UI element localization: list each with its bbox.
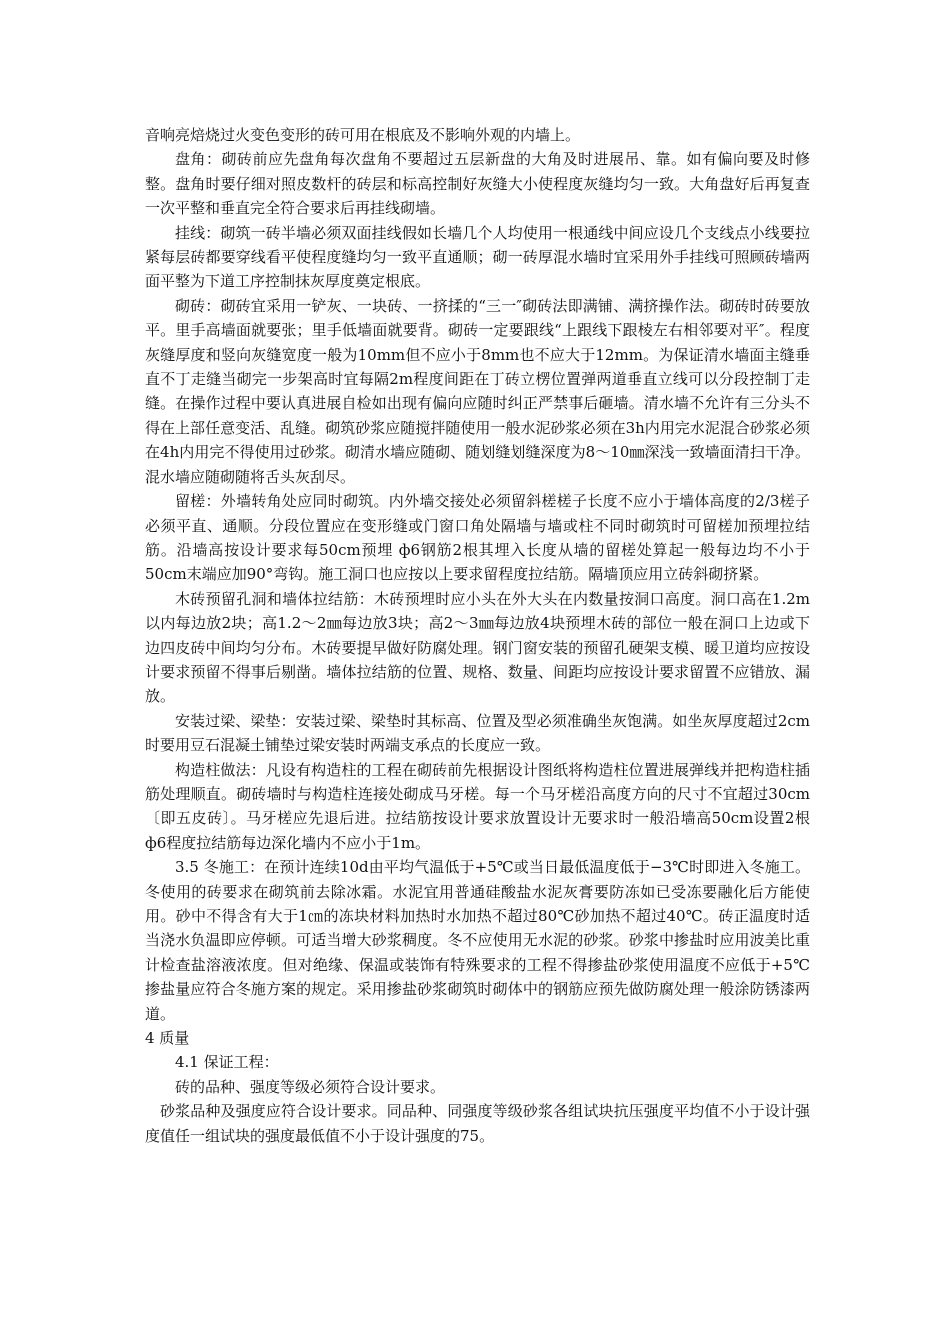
paragraph-mortar-strength: 砂浆品种及强度应符合设计要求。同品种、同强度等级砂浆各组试块抗压强度平均值不小于设计强度值任一组试块的强度最低值不小于设计强度的75。 — [145, 1102, 810, 1145]
subsection-heading-guarantee: 4.1 保证工程： — [175, 1053, 279, 1072]
section-heading-quality: 4 质量 — [145, 1029, 190, 1048]
paragraph-wood-bricks: 木砖预留孔洞和墙体拉结筋：木砖预埋时应小头在外大头在内数量按洞口高度。洞口高在1.2m以内每边放2块；高1.2～2㎜每边放3块；高2～3㎜每边放4块预埋木砖的部位一般在洞口上边或下边四皮砖中间均匀分布。木砖要提早做好防腐处理。钢门窗安装的预留孔硬架支模、暖卫道均应按设计要求预留不得事后剔凿。墙体拉结筋的位置、规格、数量、间距均应按设计要求留置不应错放、漏放。 — [145, 589, 810, 706]
document-body — [145, 123, 810, 1148]
paragraph-brick-grade: 砖的品种、强度等级必须符合设计要求。 — [175, 1077, 446, 1096]
paragraph-structural-column: 构造柱做法：凡设有构造柱的工程在砌砖前先根据设计图纸将构造柱位置进展弹线并把构造柱插筋处理顺直。砌砖墙时与构造柱连接处砌成马牙槎。每一个马牙槎沿高度方向的尺寸不宜超过30cm〔即五皮砖〕。马牙槎应先退后进。拉结筋按设计要求放置设计无要求时一般沿墙高50cm设置2根 ф6程度拉结筋每边深化墙内不应小于1m。 — [145, 760, 810, 852]
paragraph-intro: 音响亮焙烧过火变色变形的砖可用在根底及不影响外观的内墙上。 — [145, 126, 581, 144]
paragraph-corner: 盘角：砌砖前应先盘角每次盘角不要超过五层新盘的大角及时进展吊、靠。如有偏向要及时修整。盘角时要仔细对照皮数杆的砖层和标高控制好灰缝大小使程度灰缝均匀一致。大角盘好后再复查一次平整和垂直完全符合要求后再挂线砌墙。 — [145, 150, 810, 218]
paragraph-lintel: 安装过梁、梁垫：安装过梁、梁垫时其标高、位置及型必须准确坐灰饱满。如坐灰厚度超过2cm时要用豆石混凝土铺垫过梁安装时两端支承点的长度应一致。 — [145, 711, 810, 755]
paragraph-bricklaying: 砌砖：砌砖宜采用一铲灰、一块砖、一挤揉的“三一″砌砖法即满铺、满挤操作法。砌砖时砖要放平。里手高墙面就要张；里手低墙面就要背。砌砖一定要跟线“上跟线下跟棱左右相邻要对平″。程度灰缝厚度和竖向灰缝宽度一般为10mm但不应小于8mm也不应大于12mm。为保证清水墙面主缝垂直不丁走缝当砌完一步架高时宜每隔2m程度间距在丁砖立楞位置弹两道垂直立线可以分段控制丁走缝。在操作过程中要认真进展自检如出现有偏向应随时纠正严禁事后砸墙。清水墙不允许有三分头不得在上部任意变活、乱缝。砌筑砂浆应随搅拌随使用一般水泥砂浆必须在3h内用完水泥混合砂浆必须在4h内用完不得使用过砂浆。砌清水墙应随砌、随划缝划缝深度为8～10㎜深浅一致墙面清扫干净。混水墙应随砌随将舌头灰刮尽。 — [145, 296, 810, 486]
paragraph-winter-construction: 3.5 冬施工：在预计连续10d由平均气温低于+5℃或当日最低温度低于−3℃时即进入冬施工。冬使用的砖要求在砌筑前去除冰霜。水泥宜用普通硅酸盐水泥灰膏要防冻如已受冻要融化后方能使用。砂中不得含有大于1㎝的冻块材料加热时水加热不超过80℃砂加热不超过40℃。砖正温度时适当浇水负温即应停顿。可适当增大砂浆稠度。冬不应使用无水泥的砂浆。砂浆中掺盐时应用波美比重计检查盐溶液浓度。但对绝缘、保温或装饰有特殊要求的工程不得掺盐砂浆使用温度不应低于+5℃掺盐量应符合冬施方案的规定。采用掺盐砂浆砌筑时砌体中的钢筋应预先做防腐处理一般涂防锈漆两道。 — [145, 858, 810, 1023]
paragraph-toothing: 留槎：外墙转角处应同时砌筑。内外墙交接处必须留斜槎槎子长度不应小于墙体高度的2/3槎子必须平直、通顺。分段位置应在变形缝或门窗口角处隔墙与墙或柱不同时砌筑时可留槎加预埋拉结筋。沿墙高按设计要求每50cm预埋 ф6钢筋2根其埋入长度从墙的留槎处算起一般每边均不小于50cm末端应加90°弯钩。施工洞口也应按以上要求留程度拉结筋。隔墙顶应用立砖斜砌挤紧。 — [145, 492, 810, 584]
paragraph-line: 挂线：砌筑一砖半墙必须双面挂线假如长墙几个人均使用一根通线中间应设几个支线点小线要拉紧每层砖都要穿线看平使程度缝均匀一致平直通顺；砌一砖厚混水墙时宜采用外手挂线可照顾砖墙两面平整为下道工序控制抹灰厚度奠定根底。 — [145, 223, 810, 291]
